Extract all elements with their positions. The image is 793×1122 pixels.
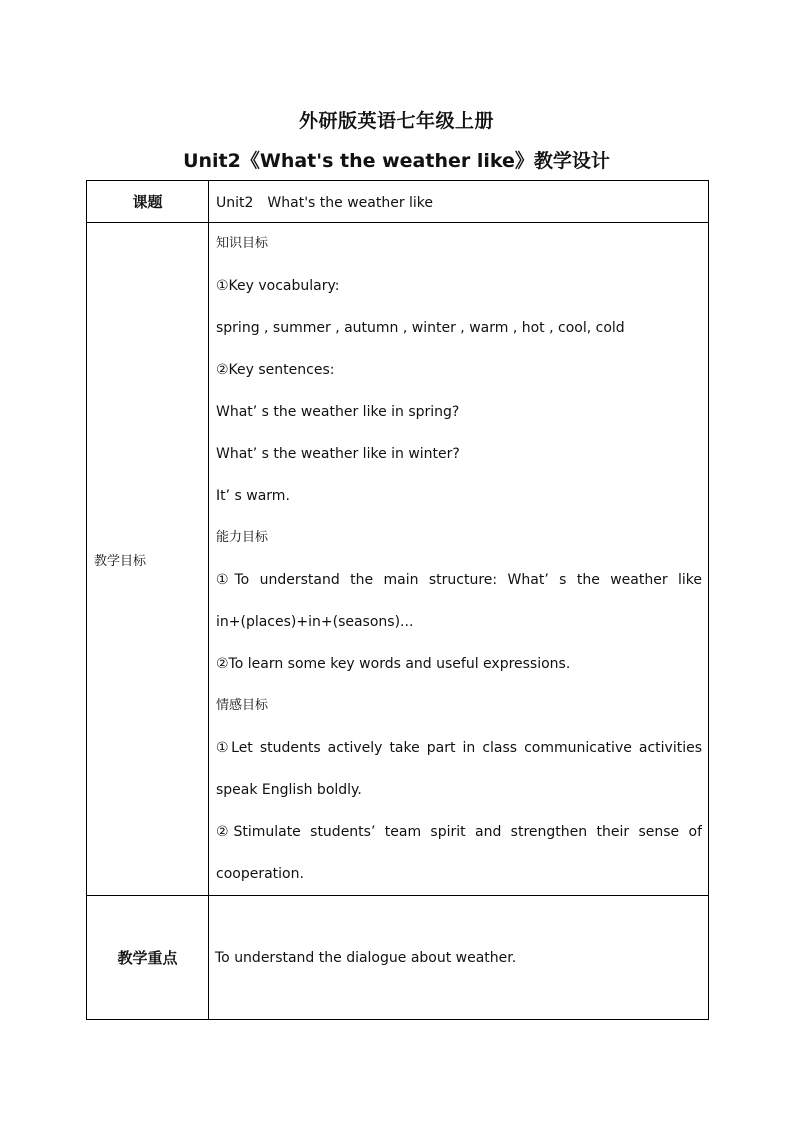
topic-label: 课题 <box>87 181 209 223</box>
emotion-goal-heading: 情感目标 <box>216 698 269 713</box>
goal-line: ①Key vocabulary: <box>216 278 340 294</box>
key-point-value: To understand the dialogue about weather. <box>209 896 709 1020</box>
document-title: 外研版英语七年级上册 <box>298 110 494 132</box>
table-row-topic <box>87 181 709 223</box>
key-point-label: 教学重点 <box>87 896 209 1020</box>
goal-line: ②To learn some key words and useful expressions. <box>216 656 571 672</box>
ability-goal-heading: 能力目标 <box>216 530 269 545</box>
goals-content <box>209 223 708 895</box>
table-row-key-point <box>87 896 709 1020</box>
goal-line: What’ s the weather like in spring? <box>216 404 460 420</box>
goal-line: It’ s warm. <box>216 488 290 504</box>
knowledge-goal-heading: 知识目标 <box>216 236 269 251</box>
goals-cell <box>209 223 709 896</box>
goal-line: ①To understand the main structure: What’ s the weather like <box>216 572 702 588</box>
goal-line: ②Key sentences: <box>216 362 335 378</box>
goal-line: speak English boldly. <box>216 782 362 798</box>
document-subtitle: Unit2《What's the weather like》教学设计 <box>183 150 610 172</box>
goal-line: cooperation. <box>216 866 304 882</box>
lesson-plan-table <box>86 180 709 1020</box>
goal-line: What’ s the weather like in winter? <box>216 446 460 462</box>
goal-line: in+(places)+in+(seasons)... <box>216 614 414 630</box>
topic-value: Unit2 What's the weather like <box>209 181 709 223</box>
goals-label: 教学目标 <box>87 223 209 896</box>
goal-line: ①Let students actively take part in class communicative activities <box>216 740 702 756</box>
goal-line: ②Stimulate students’ team spirit and strengthen their sense of <box>216 824 702 840</box>
goal-line: spring , summer , autumn , winter , warm , hot , cool, cold <box>216 320 625 336</box>
table-row-goals <box>87 223 709 896</box>
